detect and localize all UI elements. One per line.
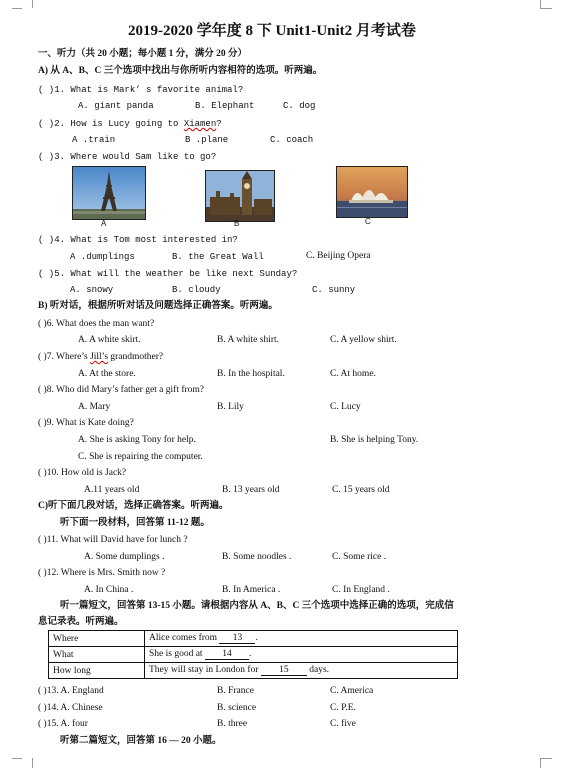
- answer-blank: 14: [205, 649, 249, 660]
- q8-option-b: B. Lily: [217, 402, 244, 412]
- q12-option-a: A. In China .: [84, 585, 134, 595]
- q14-option-c: C. P.E.: [330, 703, 356, 713]
- q15-stem: ( )15. A. four: [38, 719, 88, 729]
- q10-option-a: A.11 years old: [84, 485, 140, 495]
- q11-option-c: C. Some rice .: [332, 552, 387, 562]
- q13-option-c: C. America: [330, 686, 374, 696]
- table-row: [49, 663, 458, 679]
- partB-heading: B) 听对话，根据所听对话及问题选择正确答案。听两遍。: [38, 301, 278, 311]
- q1-option-c: C. dog: [283, 101, 316, 111]
- q10-option-b: B. 13 years old: [222, 485, 280, 495]
- q2-option-c: C. coach: [270, 135, 314, 145]
- partA-heading: A) 从 A、B、C 三个选项中找出与你所听内容相符的选项。听两遍。: [38, 66, 323, 76]
- q14-stem: ( )14. A. Chinese: [38, 703, 103, 713]
- q6-option-b: B. A white shirt.: [217, 335, 280, 345]
- q2-stem: ( )2. How is Lucy going to Xiamen?: [38, 119, 222, 129]
- q7-option-a: A. At the store.: [78, 369, 136, 379]
- q15-option-b: B. three: [217, 719, 248, 729]
- table-label-where: Where: [49, 631, 145, 647]
- q13-option-b: B. France: [217, 686, 254, 696]
- q15-option-c: C. five: [330, 719, 356, 729]
- partC-sub3: 听第二篇短文，回答第 16 — 20 小题。: [60, 736, 222, 746]
- q11-option-b: B. Some noodles .: [222, 552, 292, 562]
- q1-option-a: A. giant panda: [78, 101, 154, 111]
- table-cell: Alice comes from 13 .: [145, 631, 458, 647]
- q1-stem: ( )1. What is Mark’ s favorite animal?: [38, 85, 244, 95]
- q9-stem: ( )9. What is Kate doing?: [38, 418, 134, 428]
- answer-blank: 13: [219, 633, 255, 644]
- table-row: [49, 631, 458, 647]
- q5-option-c: C. sunny: [312, 285, 356, 295]
- q4-option-b: B. the Great Wall: [172, 252, 264, 262]
- answer-blank: 15: [261, 665, 307, 676]
- q3-stem: ( )3. Where would Sam like to go?: [38, 152, 217, 162]
- q7-option-b: B. In the hospital.: [217, 369, 285, 379]
- q14-option-b: B. science: [217, 703, 257, 713]
- q11-stem: ( )11. What will David have for lunch ?: [38, 535, 188, 545]
- page-title: 2019-2020 学年度 8 下 Unit1-Unit2 月考试卷: [128, 23, 416, 39]
- table-label-how-long: How long: [49, 663, 145, 679]
- partC-sub1: 听下面一段材料，回答第 11-12 题。: [60, 518, 210, 528]
- q12-stem: ( )12. Where is Mrs. Smith now ?: [38, 568, 166, 578]
- q11-option-a: A. Some dumplings .: [84, 552, 165, 562]
- q2-option-a: A .train: [72, 135, 116, 145]
- q6-option-c: C. A yellow shirt.: [330, 335, 397, 345]
- partC-sub2-line1: 听一篇短文，回答第 13-15 小题。请根据内容从 A、B、C 三个选项中选择正确的选项，完成信: [60, 601, 454, 611]
- q6-option-a: A. A white skirt.: [78, 335, 141, 345]
- q9-option-b: B. She is helping Tony.: [330, 435, 419, 445]
- q13-stem: ( )13. A. England: [38, 686, 104, 696]
- big-ben-image: [205, 170, 275, 222]
- q3-label-b: B: [234, 219, 240, 228]
- q3-label-a: A: [101, 219, 107, 228]
- q6-stem: ( )6. What does the man want?: [38, 319, 155, 329]
- info-record-table: [48, 630, 458, 679]
- table-label-what: What: [49, 647, 145, 663]
- q7-stem: ( )7. Where’s Jill’s grandmother?: [38, 352, 164, 362]
- table-cell: She is good at 14 .: [145, 647, 458, 663]
- q8-option-a: A. Mary: [78, 402, 111, 412]
- q10-option-c: C. 15 years old: [332, 485, 390, 495]
- partC-sub2-line2: 息记录表。听两遍。: [38, 617, 124, 627]
- q8-stem: ( )8. Who did Mary’s father get a gift from?: [38, 385, 205, 395]
- q5-stem: ( )5. What will the weather be like next Sunday?: [38, 269, 298, 279]
- q3-label-c: C: [365, 217, 371, 226]
- q5-option-a: A. snowy: [70, 285, 114, 295]
- q9-option-a: A. She is asking Tony for help.: [78, 435, 196, 445]
- section1-heading: 一、听力（共 20 小题；每小题 1 分，满分 20 分）: [38, 49, 248, 59]
- q12-option-b: B. In America .: [222, 585, 281, 595]
- q10-stem: ( )10. How old is Jack?: [38, 468, 127, 478]
- q4-option-c: C. Beijing Opera: [306, 251, 371, 261]
- q8-option-c: C. Lucy: [330, 402, 361, 412]
- q5-option-b: B. cloudy: [172, 285, 221, 295]
- q4-option-a: A .dumplings: [70, 252, 135, 262]
- table-row: [49, 647, 458, 663]
- q9-option-c: C. She is repairing the computer.: [78, 452, 203, 462]
- table-cell: They will stay in London for 15 days.: [145, 663, 458, 679]
- partC-heading: C)听下面几段对话，选择正确答案。听两遍。: [38, 501, 229, 511]
- eiffel-tower-image: [72, 166, 146, 220]
- q4-stem: ( )4. What is Tom most interested in?: [38, 235, 238, 245]
- sydney-opera-house-image: [336, 166, 408, 218]
- q12-option-c: C. In England .: [332, 585, 390, 595]
- q7-option-c: C. At home.: [330, 369, 376, 379]
- q2-option-b: B .plane: [185, 135, 229, 145]
- q1-option-b: B. Elephant: [195, 101, 255, 111]
